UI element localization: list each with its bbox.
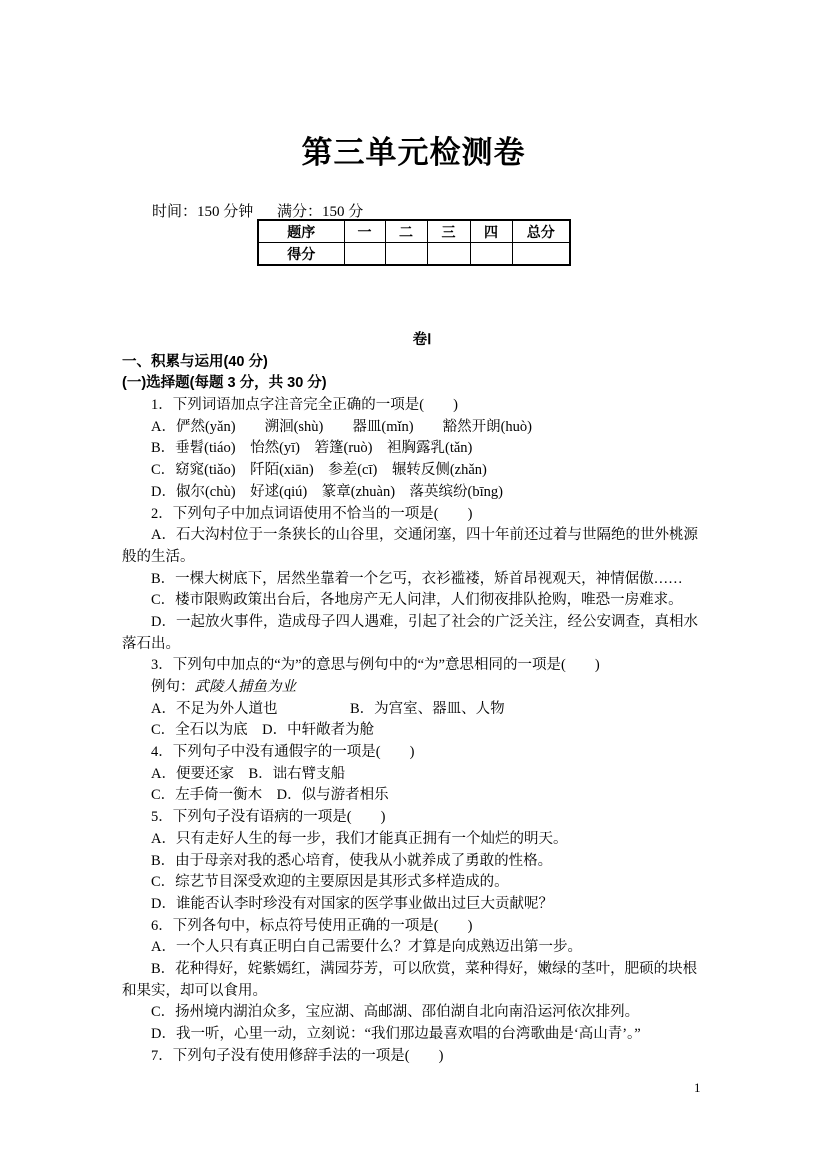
text-line: A．石大沟村位于一条狭长的山谷里，交通闭塞，四十年前还过着与世隔绝的世外桃源 bbox=[151, 527, 698, 544]
text-line: D．谁能否认李时珍没有对国家的医学事业做出过巨大贡献呢？ bbox=[151, 895, 553, 912]
score-row-label: 得分 bbox=[258, 243, 344, 266]
exam-time-label: 时间：150 分钟 bbox=[152, 204, 254, 220]
text-line: C．综艺节目深受欢迎的主要原因是其形式多样造成的。 bbox=[151, 874, 509, 891]
score-input-cell bbox=[512, 243, 570, 266]
text-line: B．垂髫(tiáo) 怡然(yī) 箬篷(ruò) 袒胸露乳(tǎn) bbox=[151, 440, 473, 457]
text-line: A．俨然(yǎn) 溯洄(shù) 器皿(mǐn) 豁然开朗(huò) bbox=[151, 418, 532, 435]
score-table-header-cell: 总分 bbox=[512, 220, 570, 243]
exam-full-score-label: 满分：150 分 bbox=[277, 204, 364, 220]
text-line: (一)选择题(每题 3 分，共 30 分) bbox=[122, 375, 327, 392]
score-table-score-row bbox=[258, 243, 570, 266]
text-line: 卷Ⅰ bbox=[412, 332, 432, 348]
score-table-header-cell: 三 bbox=[427, 220, 470, 243]
example-label: 例句： bbox=[151, 679, 195, 695]
text-line: C．楼市限购政策出台后，各地房产无人问津，人们彻夜排队抢购，唯恐一房难求。 bbox=[151, 592, 683, 609]
page-number: 1 bbox=[694, 1080, 701, 1095]
text-line: 一、积累与运用(40 分) bbox=[122, 353, 268, 370]
text-line: D．我一听，心里一动，立刻说：“我们那边最喜欢唱的台湾歌曲是‘高山青’。” bbox=[151, 1026, 641, 1042]
score-table-header-cell: 四 bbox=[470, 220, 512, 243]
exam-info-line bbox=[152, 200, 363, 221]
body-lines bbox=[122, 330, 722, 1067]
text-line: 落石出。 bbox=[122, 635, 180, 652]
text-line: D．俶尔(chù) 好逑(qiú) 篆章(zhuàn) 落英缤纷(bīng) bbox=[151, 483, 503, 500]
text-line: C．窈窕(tiǎo) 阡陌(xiān) 参差(cī) 辗转反侧(zhǎn) bbox=[151, 462, 487, 479]
text-line bbox=[122, 677, 722, 699]
text-line: 3．下列句中加点的“为”的意思与例句中的“为”意思相同的一项是( ) bbox=[151, 657, 600, 674]
text-line: A．一个人只有真正明白自己需要什么？才算是向成熟迈出第一步。 bbox=[151, 939, 582, 956]
text-line: A．只有走好人生的每一步，我们才能真正拥有一个灿烂的明天。 bbox=[151, 830, 568, 847]
text-line: 6．下列各句中，标点符号使用正确的一项是( ) bbox=[151, 917, 473, 934]
text-line: C．扬州境内湖泊众多，宝应湖、高邮湖、邵伯湖自北向南沿运河依次排列。 bbox=[151, 1004, 640, 1021]
text-line: 5．下列句子没有语病的一项是( ) bbox=[151, 809, 386, 826]
text-line: B．一棵大树底下，居然坐靠着一个乞丐，衣衫褴褛，矫首昂视观天，神情倨傲…… bbox=[151, 570, 683, 587]
page-title: 第三单元检测卷 bbox=[301, 135, 526, 170]
text-line: 2．下列句子中加点词语使用不恰当的一项是( ) bbox=[151, 505, 473, 522]
text-line: 1．下列词语加点字注音完全正确的一项是( ) bbox=[151, 397, 458, 414]
example-sentence: 武陵人捕鱼为业 bbox=[194, 679, 296, 695]
score-table bbox=[257, 219, 571, 266]
score-input-cell bbox=[470, 243, 512, 266]
text-line: 4．下列句子中没有通假字的一项是( ) bbox=[151, 744, 415, 761]
text-line: 般的生活。 bbox=[122, 548, 195, 565]
score-table-header-label: 题序 bbox=[258, 220, 344, 243]
score-input-cell bbox=[344, 243, 385, 266]
score-table-header-row bbox=[258, 220, 570, 243]
text-line: 7．下列句子没有使用修辞手法的一项是( ) bbox=[151, 1047, 444, 1064]
text-line: B．花种得好，姹紫嫣红，满园芬芳，可以欣赏，菜种得好，嫩绿的茎叶，肥硕的块根 bbox=[151, 960, 698, 977]
text-line: B．由于母亲对我的悉心培育，使我从小就养成了勇敢的性格。 bbox=[151, 852, 553, 869]
text-line: C．左手倚一衡木 D．似与游者相乐 bbox=[151, 787, 389, 804]
score-input-cell bbox=[427, 243, 470, 266]
score-table-header-cell: 二 bbox=[385, 220, 427, 243]
text-line: D．一起放火事件，造成母子四人遇难，引起了社会的广泛关注，经公安调查，真相水 bbox=[151, 613, 698, 630]
text-line: A．不足为外人道也 B．为宫室、器皿、人物 bbox=[151, 700, 505, 717]
text-line: 和果实，却可以食用。 bbox=[122, 982, 267, 999]
text-line: C．全石以为底 D．中轩敞者为舱 bbox=[151, 722, 375, 739]
score-input-cell bbox=[385, 243, 427, 266]
score-table-header-cell: 一 bbox=[344, 220, 385, 243]
text-line: A．便要还家 B．诎右臂支船 bbox=[151, 765, 346, 782]
